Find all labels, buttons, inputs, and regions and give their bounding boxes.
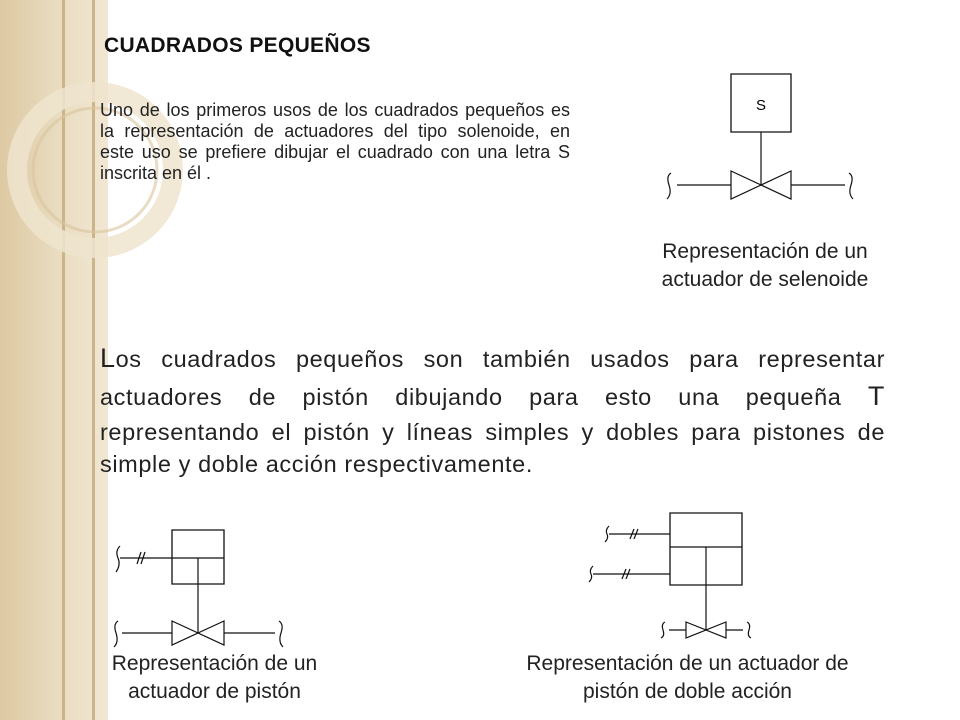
solenoid-actuator-diagram: [665, 72, 865, 217]
paragraph-text: os cuadrados pequeños son también usados para representar actuadores de pistón dibujando para esto una pequeña: [100, 346, 885, 410]
paragraph-letter-t: T: [867, 380, 885, 411]
double-piston-actuator-diagram: [585, 510, 755, 640]
valve-body-right: [761, 171, 791, 199]
intro-paragraph: Uno de los primeros usos de los cuadrados pequeños es la representación de actuadores del tipo solenoide, en este uso se prefiere dibujar el cuadrado con una letra S inscrita en él .: [100, 100, 570, 183]
caption-line: Representación de un actuador de: [526, 652, 849, 675]
page-title: CUADRADOS PEQUEÑOS: [104, 34, 371, 57]
caption-line: Representación de un: [111, 652, 318, 675]
piston-paragraph: [100, 340, 885, 481]
caption-line: actuador de pistón: [128, 680, 301, 704]
paragraph-first-letter: L: [100, 343, 116, 373]
solenoid-letter: S: [755, 97, 767, 114]
paragraph-text: representando el pistón y líneas simples y dobles para pistones de simple y doble acción respectivamente.: [100, 418, 885, 478]
piston-actuator-diagram: [112, 527, 292, 655]
caption-line: actuador de selenoide: [661, 268, 869, 292]
caption-line: pistón de doble acción: [583, 680, 792, 704]
valve-body-left: [731, 171, 761, 199]
solenoid-caption: [620, 238, 910, 295]
piston-caption: [72, 650, 357, 707]
double-piston-caption: [470, 650, 905, 707]
caption-line: Representación de un: [662, 240, 868, 263]
